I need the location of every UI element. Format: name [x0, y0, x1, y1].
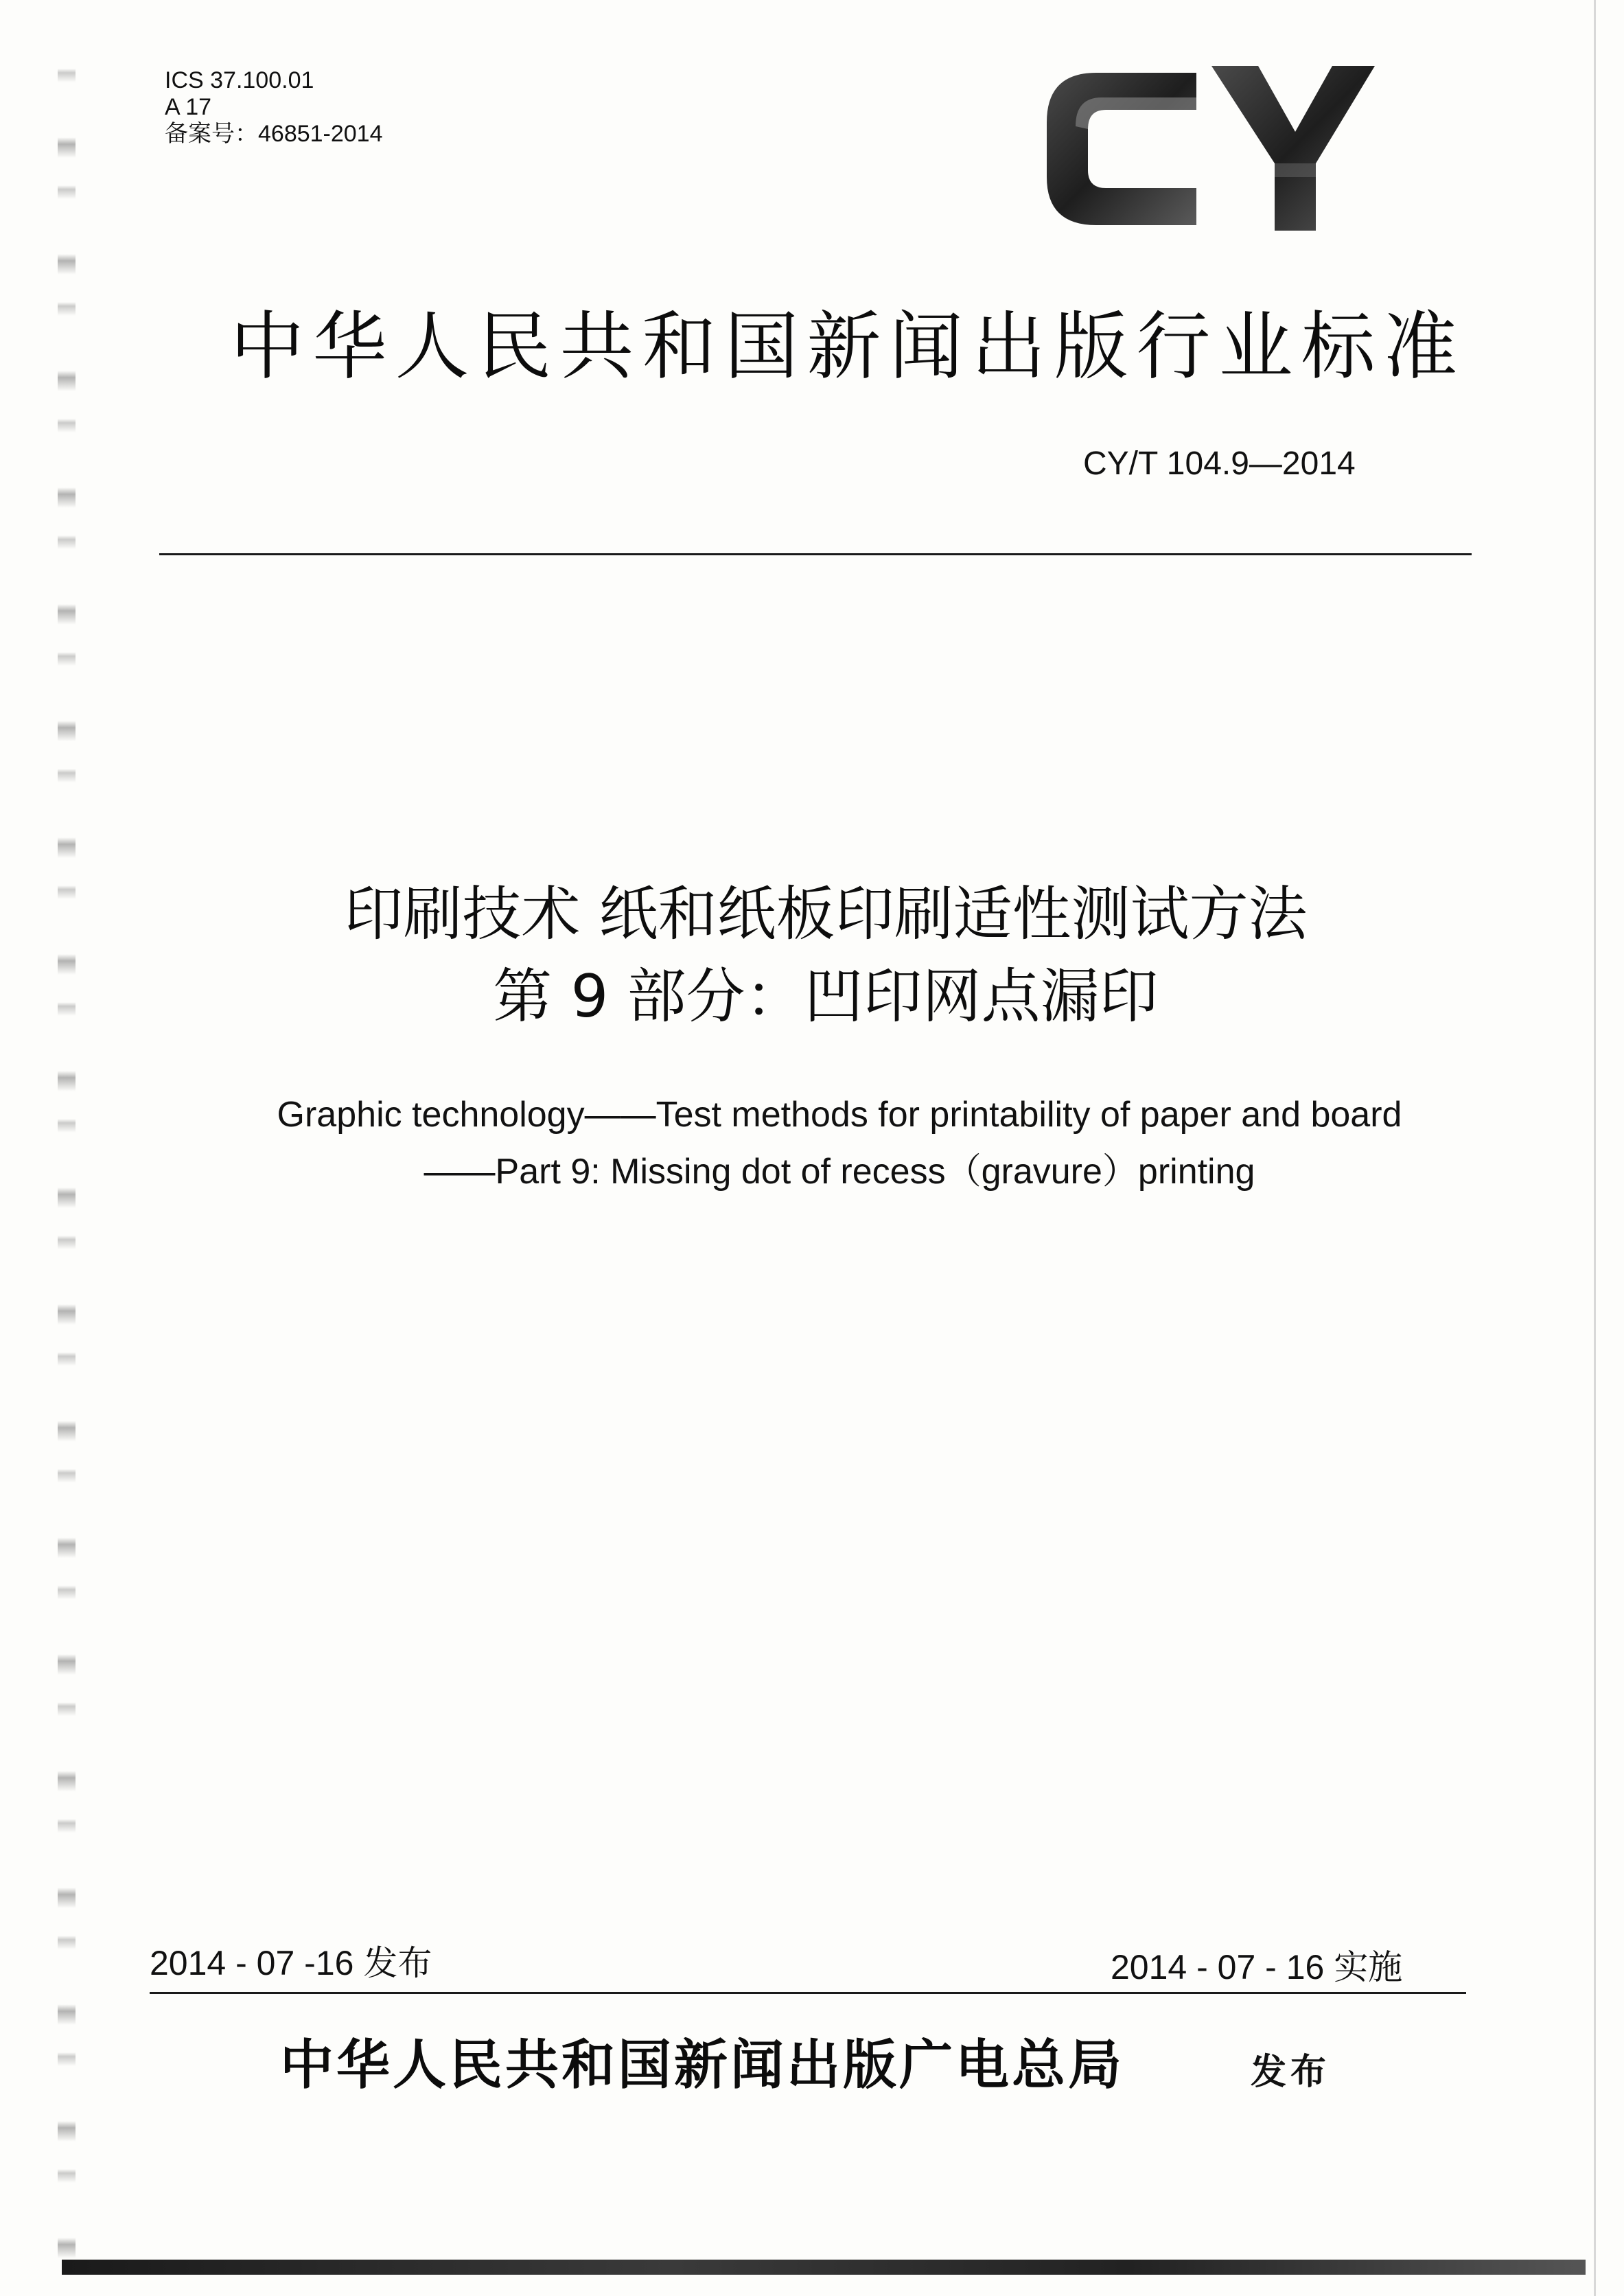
top-divider	[159, 553, 1472, 555]
standard-number: CY/T 104.9—2014	[1083, 445, 1356, 482]
title-en-line2: ——Part 9: Missing dot of recess（gravure）printing	[424, 1152, 1255, 1192]
title-en-line1: Graphic technology——Test methods for printability of paper and board	[277, 1095, 1402, 1135]
bottom-divider	[150, 1992, 1466, 1994]
publish-label: 发布	[1251, 2051, 1331, 2093]
logo-text: CY	[1040, 60, 1041, 61]
classification-block	[165, 67, 383, 148]
publisher-name: 中华人民共和国新闻出版广电总局	[280, 2034, 1125, 2096]
title-zh-line2: 第 9 部分：凹印网点漏印	[493, 962, 1159, 1031]
scan-bottom-artifact	[62, 2260, 1586, 2275]
ics-code: ICS 37.100.01	[165, 67, 314, 93]
title-zh-line1: 印刷技术 纸和纸板印刷适性测试方法	[344, 880, 1308, 949]
category-code: A 17	[165, 94, 212, 120]
cy-logo-icon	[1040, 60, 1376, 236]
issue-date: 2014 - 07 -16 发布	[150, 1944, 432, 1982]
record-number: 备案号：46851-2014	[165, 121, 383, 147]
issuing-body-title: 中华人民共和国新闻出版行业标准	[230, 304, 1466, 390]
implementation-date: 2014 - 07 - 16 实施	[1111, 1948, 1403, 1986]
